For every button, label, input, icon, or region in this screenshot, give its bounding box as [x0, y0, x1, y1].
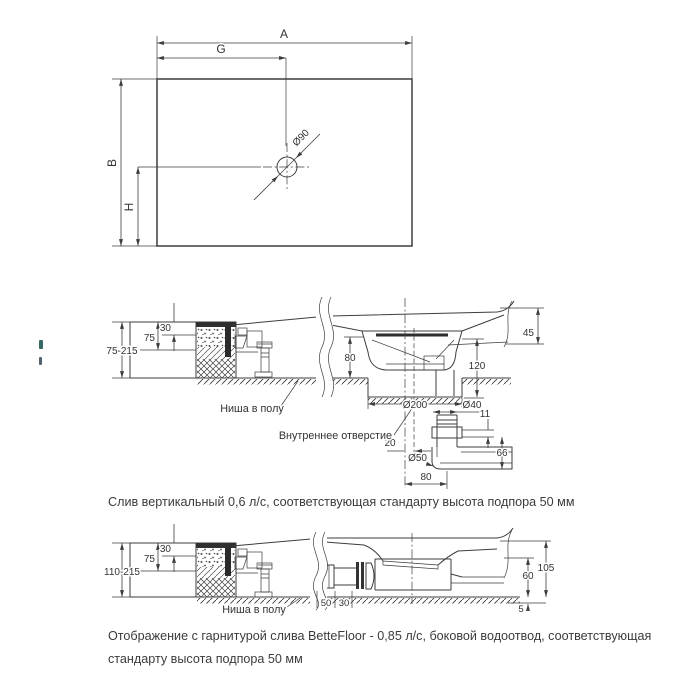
caption-vertical-drain: Слив вертикальный 0,6 л/с, соответствующая стандарту высота подпора 50 мм	[108, 495, 575, 509]
label-inner-opening: Внутреннее отверстие	[278, 430, 392, 442]
dim-80: 80	[344, 353, 356, 364]
dim-50-bottom: 50	[320, 598, 332, 609]
dim-30: 30	[159, 544, 171, 555]
dim-label-H: H	[122, 202, 136, 212]
caption-side-drain: Отображение с гарнитурой слива BetteFloor - 0,85 л/с, боковой водоотвод, соответствующая стандарту высота подпора 50 мм	[108, 629, 652, 666]
dim-30: 30	[159, 323, 171, 334]
dim-11: 11	[479, 409, 491, 420]
label-floor-niche: Ниша в полу	[222, 604, 286, 616]
dim-recess-depth: 110-215	[104, 567, 140, 578]
dim-label-B: B	[105, 158, 119, 168]
dim-30-bottom: 30	[338, 598, 350, 609]
section-vertical-drain	[106, 296, 544, 489]
dim-45: 45	[522, 328, 534, 339]
dim-label-drain-diameter: Ø90	[290, 127, 312, 149]
dim-75: 75	[143, 554, 155, 565]
dim-20: 20	[384, 438, 396, 449]
wall-block	[196, 322, 236, 378]
dim-niche-diameter: Ø200	[402, 400, 428, 411]
dim-5: 5	[518, 604, 524, 615]
dim-label-G: G	[216, 42, 226, 56]
dim-80-bottom: 80	[420, 472, 432, 483]
break-line	[504, 530, 512, 578]
dim-pipe-d40: Ø40	[462, 400, 482, 411]
dim-60: 60	[522, 571, 534, 582]
dim-105: 105	[537, 563, 555, 574]
dim-recess-depth: 75-215	[106, 346, 138, 357]
section-side-drain	[104, 524, 555, 616]
label-floor-niche: Ниша в полу	[220, 403, 284, 415]
plan-view	[105, 27, 412, 246]
dim-pipe-d50: Ø50	[408, 453, 427, 464]
dim-120: 120	[468, 361, 486, 372]
side-outlet-drain	[313, 559, 504, 590]
tray-trough	[364, 545, 497, 569]
tray-outline	[157, 79, 412, 246]
dim-label-A: A	[279, 27, 289, 41]
dim-75: 75	[143, 333, 155, 344]
dim-66: 66	[496, 448, 508, 459]
wall-block	[196, 543, 236, 597]
